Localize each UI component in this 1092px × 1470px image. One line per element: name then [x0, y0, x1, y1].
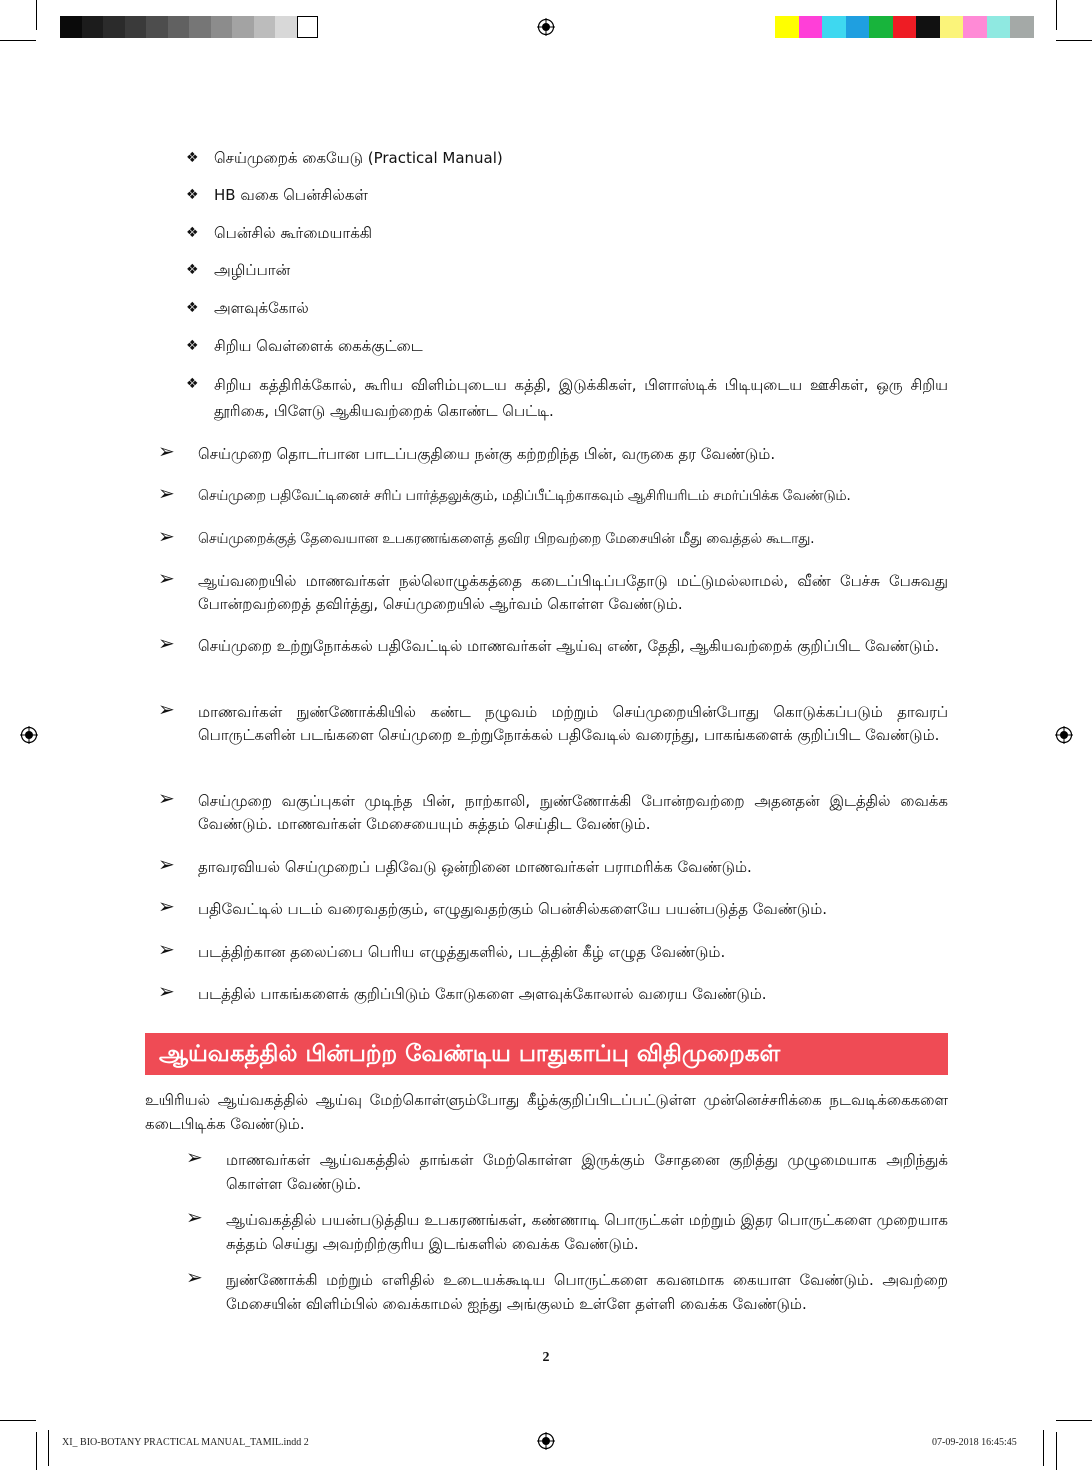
timestamp: 07-09-2018 16:45:45	[932, 1437, 1017, 1448]
arrow-bullet-icon: ➢	[158, 786, 175, 810]
arrow-bullet-icon: ➢	[186, 1265, 203, 1289]
color-swatch	[963, 16, 987, 38]
arrow-bullet-icon: ➢	[158, 697, 175, 721]
gray-swatch	[168, 16, 190, 38]
crop-mark	[1043, 1430, 1044, 1466]
registration-mark-icon	[537, 18, 555, 36]
arrow-bullet-icon: ➢	[158, 937, 175, 961]
crop-mark	[36, 0, 37, 30]
color-swatch	[775, 16, 799, 38]
diamond-bullet-icon: ❖	[186, 187, 199, 203]
gray-swatch	[297, 16, 319, 38]
gray-swatch	[211, 16, 233, 38]
arrow-bullet-icon: ➢	[158, 631, 175, 655]
color-swatch	[822, 16, 846, 38]
arrow-bullet-icon: ➢	[186, 1145, 203, 1169]
arrow-bullet-icon: ➢	[158, 524, 175, 548]
color-swatch	[916, 16, 940, 38]
diamond-bullet-icon: ❖	[186, 376, 199, 392]
registration-mark-icon	[1055, 726, 1073, 744]
page-number: 2	[542, 1350, 550, 1365]
arrow-bullet-icon: ➢	[186, 1205, 203, 1229]
arrow-bullet-icon: ➢	[158, 481, 175, 505]
arrow-bullet-icon: ➢	[158, 439, 175, 463]
color-swatch	[940, 16, 964, 38]
list-item: ❖ சிறிய கத்திரிக்கோல், கூரிய விளிம்புடைய கத்தி, இடுக்கிகள், பிளாஸ்டிக் பிடியுடைய ஊசிகள், ஒரு சிறிய தூரிகை, பிளேடு ஆகியவற்றைக் கொண்ட பெட்டி.	[186, 372, 948, 424]
diamond-bullet-icon: ❖	[186, 262, 199, 278]
crop-mark	[1056, 1420, 1092, 1421]
color-swatch	[799, 16, 823, 38]
gray-swatch	[232, 16, 254, 38]
crop-mark	[1056, 40, 1092, 41]
gray-swatch	[103, 16, 125, 38]
registration-mark-icon	[537, 1432, 555, 1450]
gray-swatch	[254, 16, 276, 38]
crop-mark	[1056, 0, 1057, 30]
crop-mark	[0, 40, 36, 41]
gray-swatch	[60, 16, 82, 38]
arrow-bullet-icon: ➢	[158, 894, 175, 918]
crop-mark	[48, 1430, 49, 1466]
color-swatch	[846, 16, 870, 38]
diamond-bullet-icon: ❖	[186, 150, 199, 166]
color-swatch	[987, 16, 1011, 38]
registration-mark-icon	[20, 726, 38, 744]
color-swatch	[869, 16, 893, 38]
file-name: XI_ BIO-BOTANY PRACTICAL MANUAL_TAMIL.indd 2	[62, 1437, 309, 1448]
color-swatch	[893, 16, 917, 38]
gray-swatch	[146, 16, 168, 38]
diamond-bullet-icon: ❖	[186, 300, 199, 316]
gray-swatch	[125, 16, 147, 38]
section-heading: ஆய்வகத்தில் பின்பற்ற வேண்டிய பாதுகாப்பு விதிமுறைகள்	[145, 1033, 948, 1075]
arrow-bullet-icon: ➢	[158, 566, 175, 590]
arrow-bullet-icon: ➢	[158, 852, 175, 876]
crop-mark	[1056, 1432, 1057, 1470]
gray-swatch	[82, 16, 104, 38]
diamond-bullet-icon: ❖	[186, 225, 199, 241]
arrow-bullet-icon: ➢	[158, 979, 175, 1003]
crop-mark	[0, 1420, 36, 1421]
diamond-bullet-icon: ❖	[186, 338, 199, 354]
gray-swatch	[275, 16, 297, 38]
crop-mark	[36, 1432, 37, 1470]
gray-swatch	[189, 16, 211, 38]
section-intro: உயிரியல் ஆய்வகத்தில் ஆய்வு மேற்கொள்ளும்போது கீழ்க்குறிப்பிடப்பட்டுள்ள முன்னெச்சரிக்கை நடவடிக்கைகளை கடைபிடிக்க வேண்டும்.	[145, 1091, 948, 1133]
color-swatch	[1010, 16, 1034, 38]
